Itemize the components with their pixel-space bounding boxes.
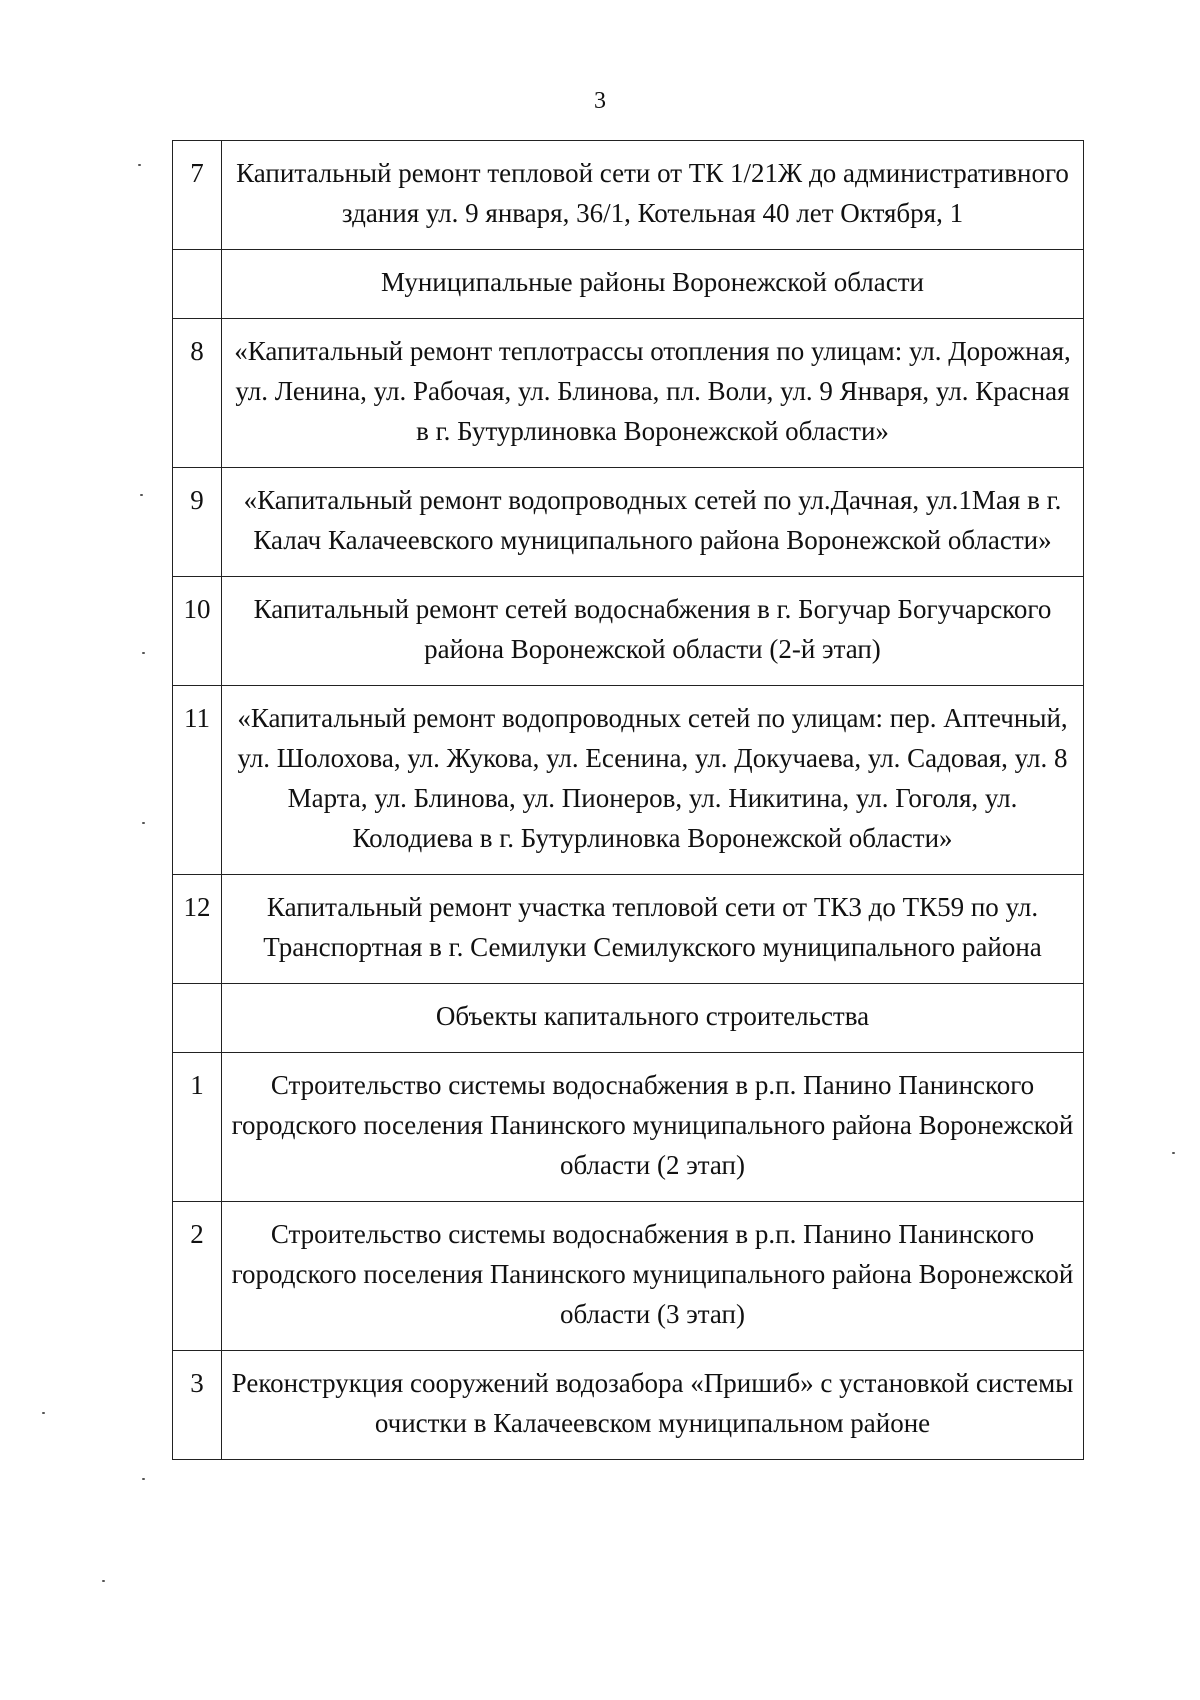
section-row-municipal-districts [173, 250, 1084, 319]
row-number: 11 [173, 686, 222, 875]
section-heading: Объекты капитального строительства [222, 984, 1084, 1053]
scan-speck [140, 494, 143, 496]
row-description: Строительство системы водоснабжения в р.п. Панино Панинского городского поселения Панинского муниципального района Воронежской области (2 этап) [222, 1053, 1084, 1202]
scan-speck [1172, 1152, 1175, 1154]
table-row-item-10 [173, 577, 1084, 686]
table-row-item-8 [173, 319, 1084, 468]
row-description: Капитальный ремонт сетей водоснабжения в г. Богучар Богучарского района Воронежской области (2-й этап) [222, 577, 1084, 686]
table-row-construction-3 [173, 1351, 1084, 1460]
row-number: 3 [173, 1351, 222, 1460]
page-number: 3 [594, 88, 606, 114]
row-description: «Капитальный ремонт водопроводных сетей по ул.Дачная, ул.1Мая в г. Калач Калачеевского муниципального района Воронежской области» [222, 468, 1084, 577]
row-description: Реконструкция сооружений водозабора «Пришиб» с установкой системы очистки в Калачеевском муниципальном районе [222, 1351, 1084, 1460]
row-number [173, 250, 222, 319]
table-row-item-9 [173, 468, 1084, 577]
scan-speck [138, 164, 141, 166]
projects-table [172, 140, 1084, 1460]
scan-speck [142, 822, 145, 824]
scan-speck [102, 1580, 105, 1582]
row-number: 8 [173, 319, 222, 468]
row-description: Капитальный ремонт тепловой сети от ТК 1/21Ж до административного здания ул. 9 января, 36/1, Котельная 40 лет Октября, 1 [222, 141, 1084, 250]
table-row-construction-2 [173, 1202, 1084, 1351]
table-row-item-7 [173, 141, 1084, 250]
row-number: 7 [173, 141, 222, 250]
row-number: 1 [173, 1053, 222, 1202]
row-number [173, 984, 222, 1053]
scan-speck [42, 1412, 45, 1414]
scan-speck [142, 652, 145, 654]
row-number: 10 [173, 577, 222, 686]
row-number: 9 [173, 468, 222, 577]
scan-speck [142, 1478, 145, 1480]
table-row-item-12 [173, 875, 1084, 984]
section-row-capital-construction [173, 984, 1084, 1053]
row-description: «Капитальный ремонт теплотрассы отопления по улицам: ул. Дорожная, ул. Ленина, ул. Рабочая, ул. Блинова, пл. Воли, ул. 9 Января, ул. Красная в г. Бутурлиновка Воронежской области» [222, 319, 1084, 468]
row-number: 2 [173, 1202, 222, 1351]
table-row-item-11 [173, 686, 1084, 875]
row-description: «Капитальный ремонт водопроводных сетей по улицам: пер. Аптечный, ул. Шолохова, ул. Жукова, ул. Есенина, ул. Докучаева, ул. Садовая, ул. 8 Марта, ул. Блинова, ул. Пионеров, ул. Никитина, ул. Гоголя, ул. Колодиева в г. Бутурлиновка Воронежской области» [222, 686, 1084, 875]
row-description: Строительство системы водоснабжения в р.п. Панино Панинского городского поселения Панинского муниципального района Воронежской области (3 этап) [222, 1202, 1084, 1351]
section-heading: Муниципальные районы Воронежской области [222, 250, 1084, 319]
row-description: Капитальный ремонт участка тепловой сети от ТК3 до ТК59 по ул. Транспортная в г. Семилуки Семилукского муниципального района [222, 875, 1084, 984]
row-number: 12 [173, 875, 222, 984]
table-row-construction-1 [173, 1053, 1084, 1202]
